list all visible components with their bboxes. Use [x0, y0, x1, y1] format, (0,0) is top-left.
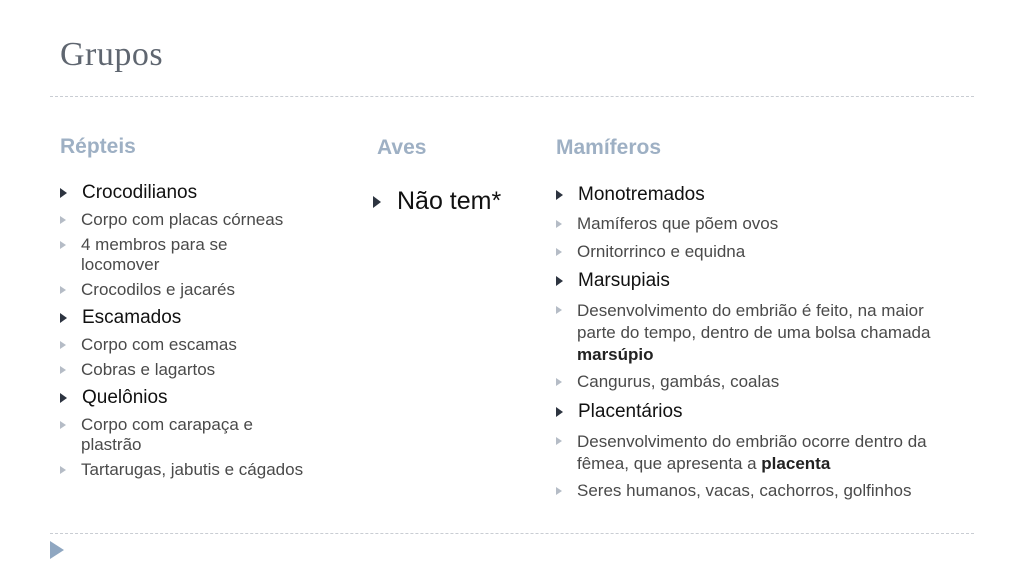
sub-bullet-icon: [556, 487, 562, 495]
group-label: Placentários: [578, 401, 683, 422]
mamiferos-column: [556, 183, 986, 501]
list-item-text: Seres humanos, vacas, cachorros, golfinhos: [577, 481, 912, 500]
list-item: [556, 300, 937, 366]
top-divider: [50, 96, 974, 97]
list-item-text: Crocodilos e jacarés: [81, 280, 236, 299]
list-item-text: Cobras e lagartos: [81, 360, 216, 379]
sub-bullet-icon: [556, 306, 562, 314]
bullet-icon: [60, 188, 67, 198]
sub-bullet-icon: [60, 341, 66, 349]
list-item: [60, 460, 360, 480]
sub-bullet-icon: [556, 378, 562, 386]
sub-bullet-icon: [60, 286, 66, 294]
list-item-text: 4 membros para se locomover: [81, 235, 228, 274]
list-item-text: Desenvolvimento do embrião é feito, na maior parte do tempo, dentro de uma bolsa chamada: [577, 301, 931, 342]
bottom-divider: [50, 533, 974, 534]
group-label: Quelônios: [82, 387, 168, 408]
repteis-column: [60, 181, 360, 480]
list-item-text: Desenvolvimento do embrião ocorre dentro da fêmea, que apresenta a: [577, 432, 927, 473]
next-slide-arrow-icon[interactable]: [50, 541, 64, 559]
repteis-heading: Répteis: [60, 135, 136, 158]
list-item: [60, 415, 301, 455]
list-item-text: Mamíferos que põem ovos: [577, 214, 779, 233]
aves-item: [373, 186, 533, 216]
list-item: [556, 431, 967, 475]
sub-bullet-icon: [556, 437, 562, 445]
bullet-icon: [556, 190, 563, 200]
list-item-text: Ornitorrinco e equidna: [577, 242, 746, 261]
list-item: [60, 360, 360, 380]
highlight-term: placenta: [761, 454, 831, 473]
group-label: Crocodilianos: [82, 182, 198, 203]
sub-bullet-icon: [60, 241, 66, 249]
list-item: [60, 335, 360, 355]
highlight-term: marsúpio: [577, 345, 654, 364]
bullet-icon: [60, 313, 67, 323]
list-item: [556, 481, 986, 501]
list-item-text: Corpo com escamas: [81, 335, 237, 354]
list-item: [60, 210, 360, 230]
bullet-icon: [556, 407, 563, 417]
mamiferos-heading: Mamíferos: [556, 136, 662, 159]
group-label: Marsupiais: [578, 270, 670, 291]
bullet-icon: [60, 393, 67, 403]
list-item: [556, 242, 986, 262]
sub-bullet-icon: [556, 248, 562, 256]
list-item-text: Corpo com carapaça e plastrão: [81, 415, 253, 454]
sub-bullet-icon: [60, 216, 66, 224]
list-item: [60, 235, 281, 275]
bullet-icon: [556, 276, 563, 286]
list-item-text: Corpo com placas córneas: [81, 210, 284, 229]
group-escamados: [60, 306, 360, 330]
group-monotremados: [556, 183, 986, 207]
list-item-text: Tartarugas, jabutis e cágados: [81, 460, 304, 479]
slide-title: Grupos: [60, 36, 164, 73]
bullet-icon: [373, 196, 381, 208]
sub-bullet-icon: [60, 466, 66, 474]
list-item-text: Cangurus, gambás, coalas: [577, 372, 780, 391]
group-label: Monotremados: [578, 184, 705, 205]
group-crocodilianos: [60, 181, 360, 205]
group-marsupiais: [556, 269, 986, 293]
sub-bullet-icon: [60, 421, 66, 429]
aves-heading: Aves: [377, 136, 427, 159]
list-item: [556, 214, 986, 234]
list-item: [60, 280, 360, 300]
list-item-text: Não tem*: [397, 187, 502, 215]
aves-column: [373, 186, 533, 216]
group-quelonios: [60, 386, 360, 410]
group-label: Escamados: [82, 307, 182, 328]
list-item: [556, 372, 986, 392]
sub-bullet-icon: [556, 220, 562, 228]
sub-bullet-icon: [60, 366, 66, 374]
group-placentarios: [556, 400, 986, 424]
